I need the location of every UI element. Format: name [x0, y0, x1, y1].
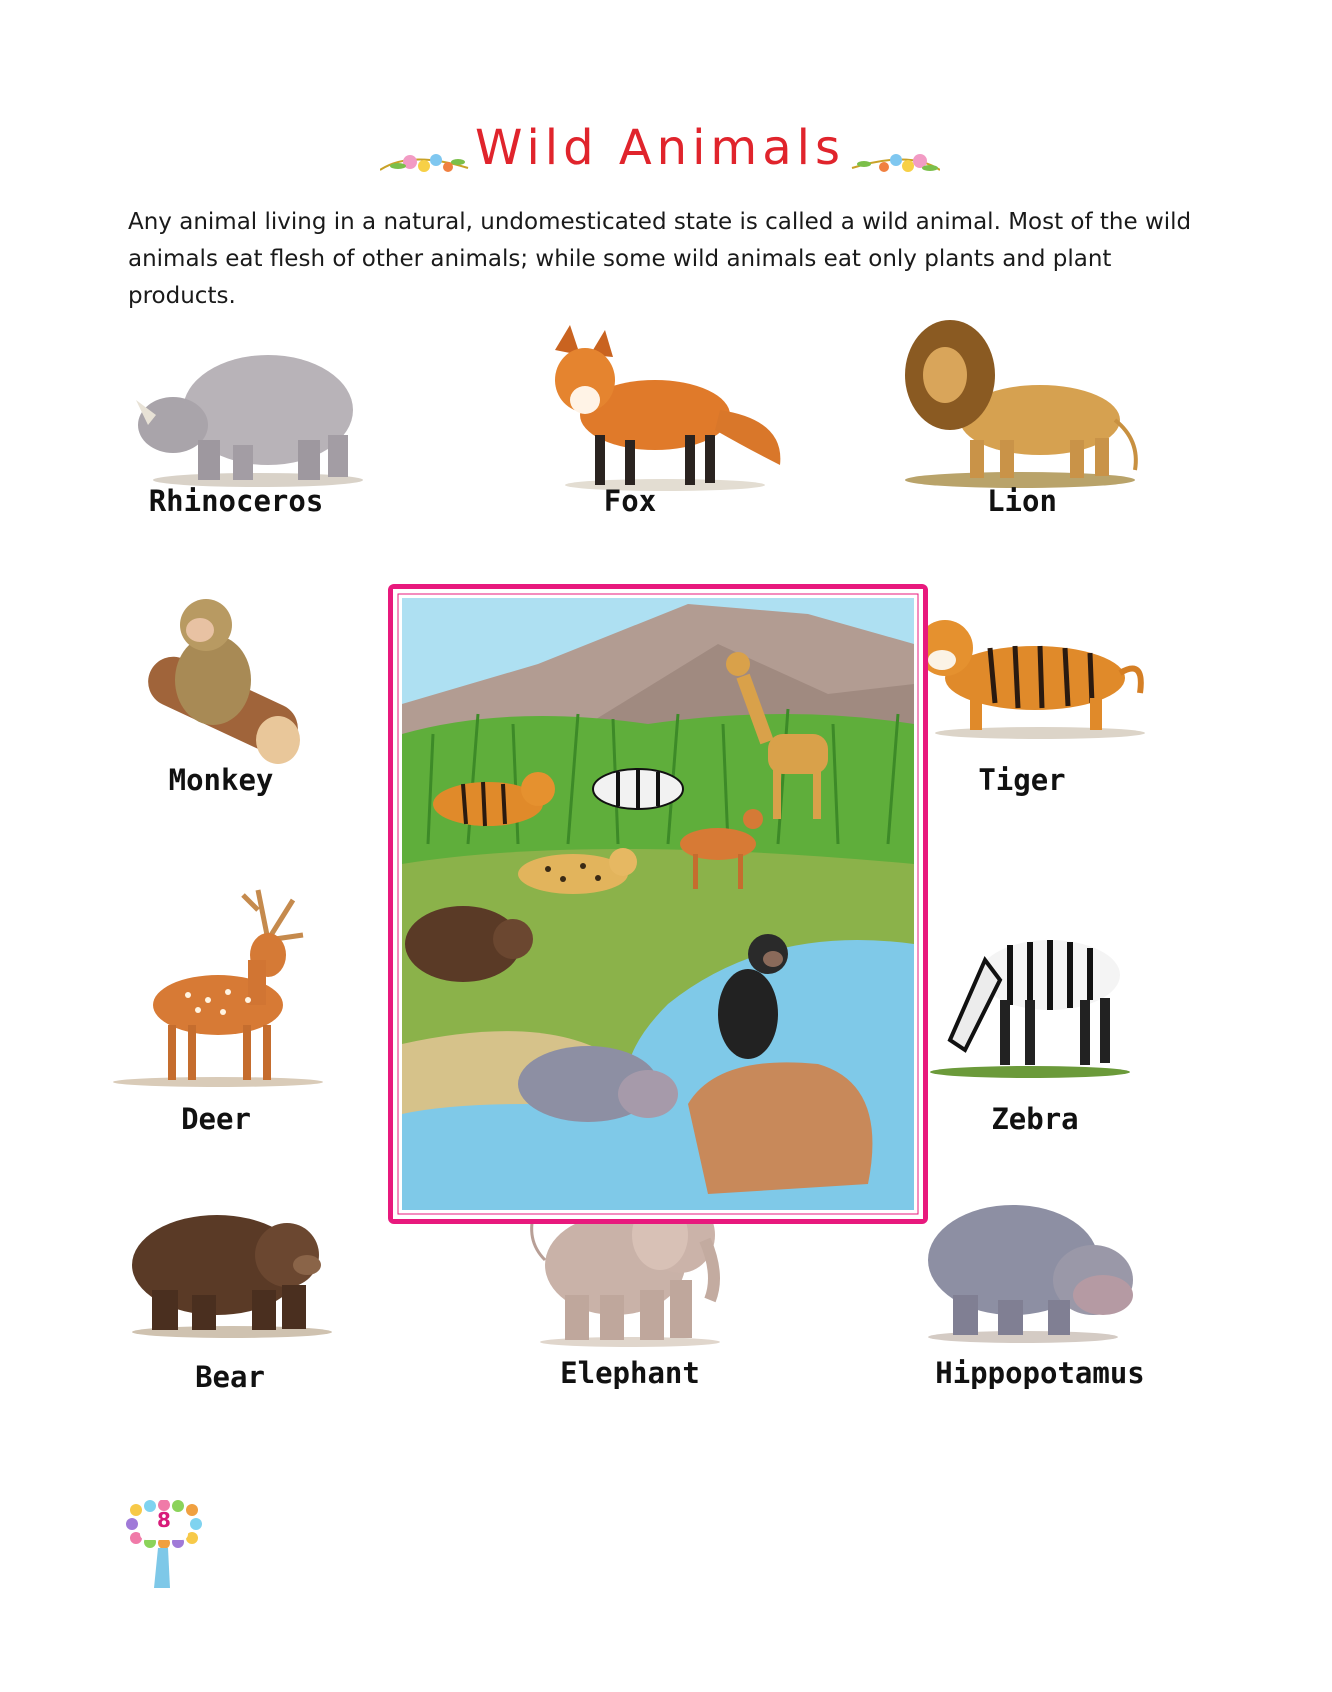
- tiger-image: [910, 608, 1150, 743]
- wildlife-scene-illustration: [388, 584, 928, 1224]
- label-hippopotamus: Hippopotamus: [935, 1356, 1145, 1390]
- flower-ornament-icon: [850, 140, 940, 180]
- label-monkey: Monkey: [168, 763, 274, 797]
- page-title: Wild Animals: [475, 120, 845, 176]
- label-elephant: Elephant: [560, 1356, 700, 1390]
- page-number-badge: [124, 1500, 204, 1590]
- title-block: [380, 118, 940, 188]
- label-fox: Fox: [603, 484, 657, 518]
- rhinoceros-image: [128, 330, 368, 490]
- label-tiger: Tiger: [978, 763, 1066, 797]
- label-bear: Bear: [195, 1360, 265, 1394]
- fox-image: [535, 325, 795, 495]
- monkey-image: [138, 590, 308, 765]
- label-zebra: Zebra: [991, 1102, 1079, 1136]
- bear-image: [122, 1180, 332, 1340]
- zebra-image: [930, 900, 1140, 1080]
- lion-image: [900, 310, 1150, 490]
- intro-paragraph: Any animal living in a natural, undomesticated state is called a wild animal. Most of the wild animals eat flesh of other animals; while some wild animals eat only plants and plant products.: [128, 209, 1192, 309]
- deer-image: [108, 880, 328, 1090]
- hippopotamus-image: [918, 1185, 1138, 1345]
- page-number: 8: [157, 1508, 171, 1532]
- label-rhinoceros: Rhinoceros: [148, 484, 324, 518]
- label-lion: Lion: [987, 484, 1057, 518]
- label-deer: Deer: [181, 1102, 251, 1136]
